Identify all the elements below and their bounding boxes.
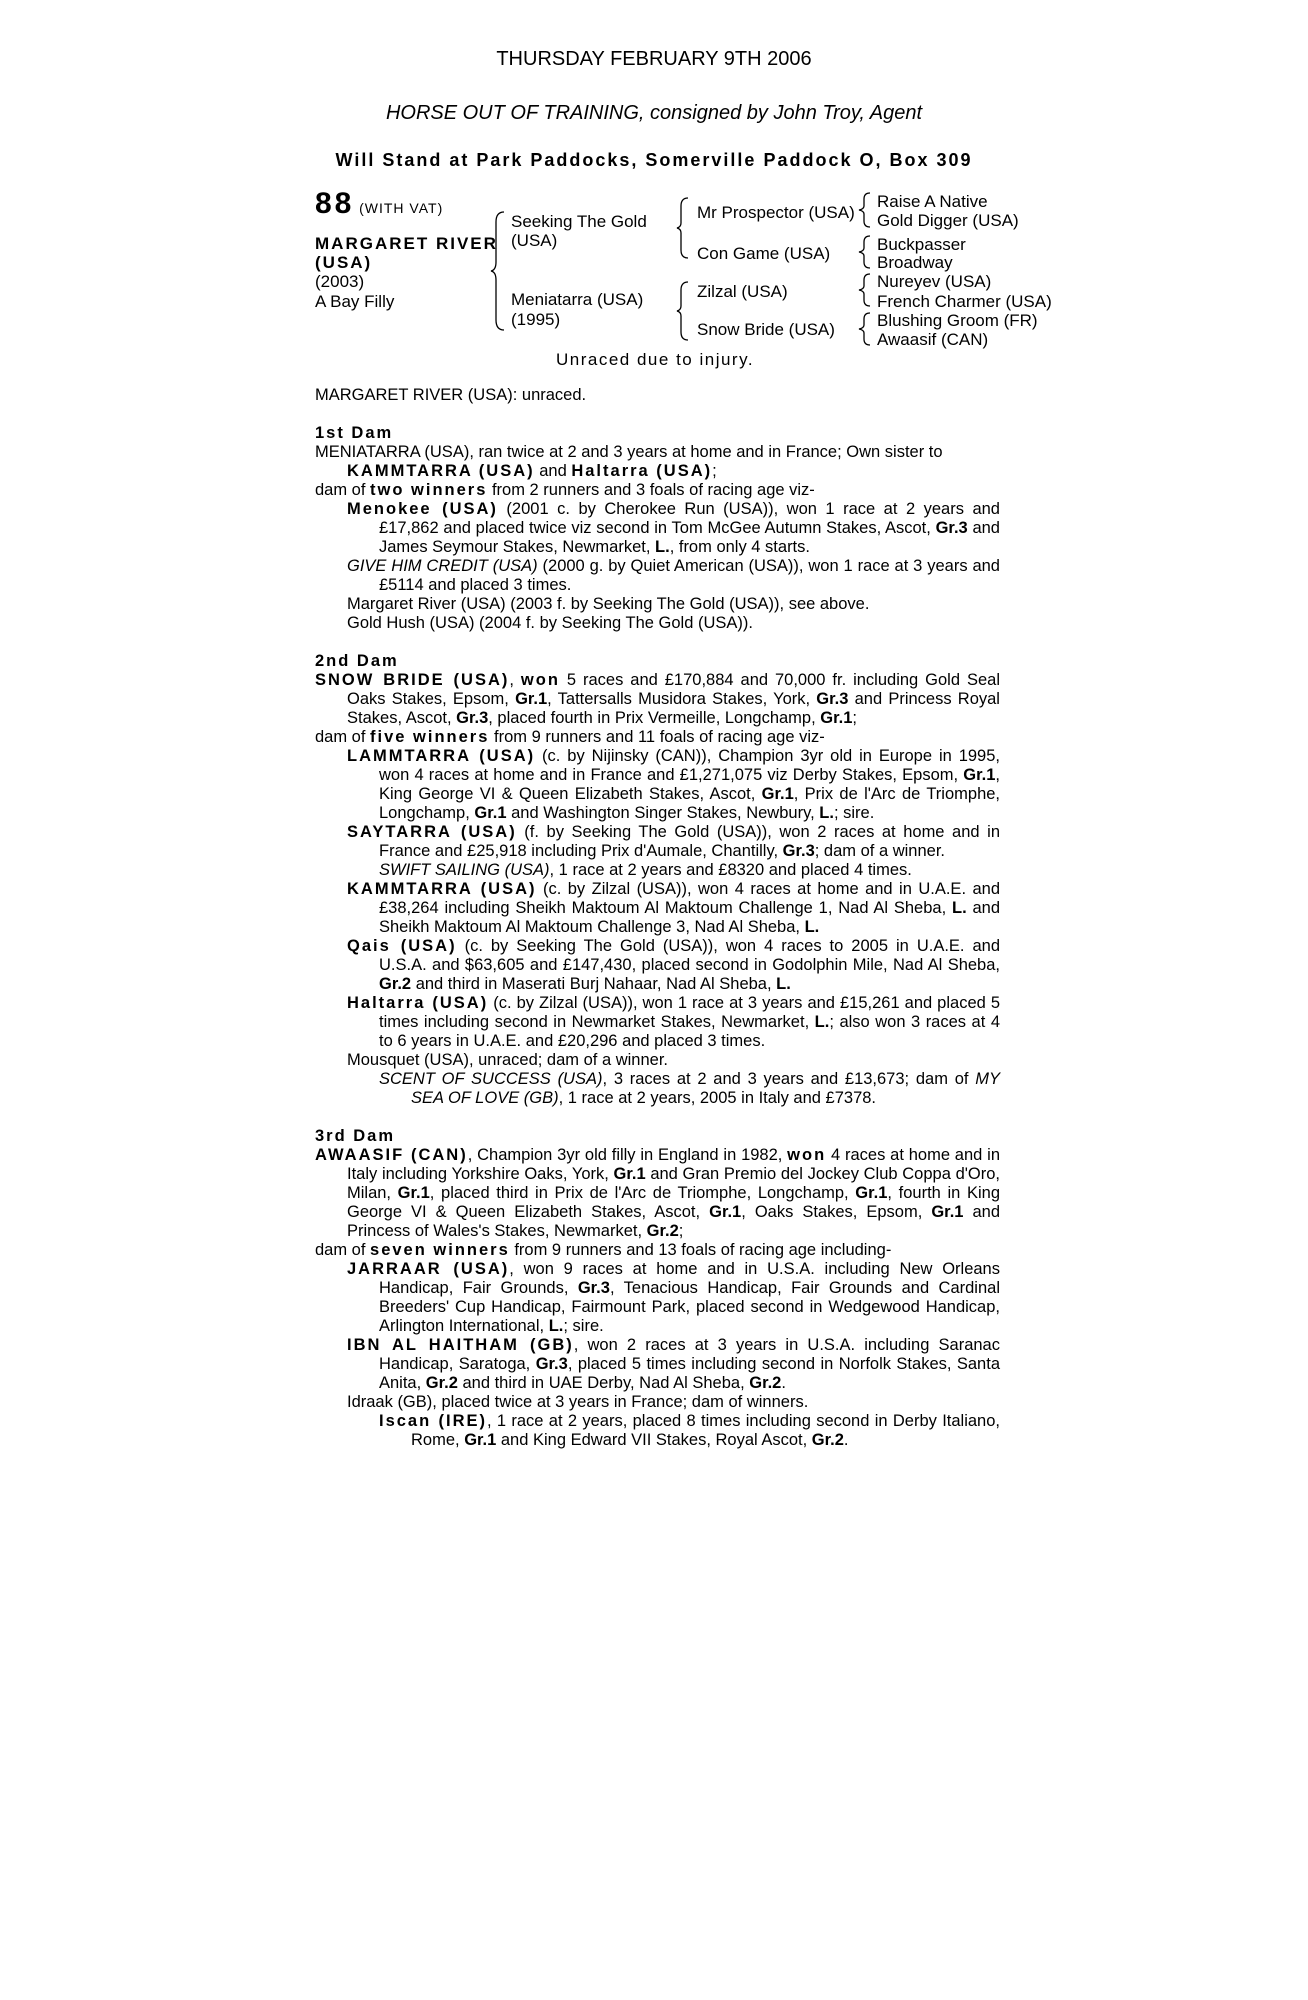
second-dam-intro: SNOW BRIDE (USA), won 5 races and £170,884 and 70,000 fr. including Gold Seal Oaks Stakes, Epsom, Gr.1, Tattersalls Musidora Stakes, York, Gr.3 and Princess Royal Stakes, Ascot, Gr.3, placed fourth in Prix Vermeille, Longchamp, Gr.1; — [315, 671, 1000, 727]
vat-note: (WITH VAT) — [359, 200, 444, 216]
stand-location: Will Stand at Park Paddocks, Somerville Paddock O, Box 309 — [335, 150, 973, 170]
pedigree-brace-main — [490, 210, 506, 332]
pedigree-dds: Blushing Groom (FR) — [877, 311, 1038, 330]
pedigree-ssd: Gold Digger (USA) — [877, 211, 1019, 230]
second-dam-progeny-2-sub: SWIFT SAILING (USA), 1 race at 2 years and £8320 and placed 4 times. — [379, 861, 912, 879]
second-dam-progeny-4: Qais (USA) (c. by Seeking The Gold (USA)), won 4 races to 2005 in U.A.E. and U.S.A. and $63,605 and £147,430, placed second in Godolphin Mile, Nad Al Sheba, Gr.2 and third in Maserati Burj Nahaar, Nad Al Sheba, L. — [347, 937, 1001, 993]
second-dam-progeny-3: KAMMTARRA (USA) (c. by Zilzal (USA)), won 4 races at home and in U.A.E. and £38,264 including Sheikh Maktoum Al Maktoum Challenge 1, Nad Al Sheba, L. and Sheikh Maktoum Al Maktoum Challenge 3, Nad Al Sheba, L. — [347, 880, 1001, 936]
horse-name: MARGARET RIVER — [315, 234, 498, 253]
lot-number: 88 — [315, 187, 355, 220]
third-dam-progeny-3-sub: Iscan (IRE), 1 race at 2 years, placed 8 times including second in Derby Italiano, Rome, Gr.1 and King Edward VII Stakes, Royal Ascot, Gr.2. — [379, 1412, 1000, 1449]
second-dam-progeny-2: SAYTARRA (USA) (f. by Seeking The Gold (USA)), won 2 races at home and in France and £25,918 including Prix d'Aumale, Chantilly, Gr.3; dam of a winner. — [347, 823, 1000, 860]
third-dam-dam-of: dam of seven winners from 9 runners and 13 foals of racing age including- — [315, 1241, 892, 1259]
pedigree-dam-sire: Zilzal (USA) — [697, 282, 788, 301]
pedigree-dam: Meniatarra (USA) — [511, 290, 644, 309]
lot-number-block — [315, 187, 444, 220]
sale-date: THURSDAY FEBRUARY 9TH 2006 — [496, 48, 812, 70]
catalogue-body — [315, 386, 1000, 1450]
first-dam-progeny-2: GIVE HIM CREDIT (USA) (2000 g. by Quiet American (USA)), won 1 race at 3 years and £5114 and placed 3 times. — [347, 557, 1000, 594]
pedigree-brace-sd — [858, 234, 872, 270]
first-dam-progeny-1: Menokee (USA) (2001 c. by Cherokee Run (USA)), won 1 race at 2 years and £17,862 and placed twice viz second in Tom McGee Autumn Stakes, Ascot, Gr.3 and James Seymour Stakes, Newmarket, L., from only 4 starts. — [347, 500, 1000, 556]
pedigree-sire-dam: Con Game (USA) — [697, 244, 831, 263]
first-dam-heading: 1st Dam — [315, 424, 394, 442]
consignment-line: HORSE OUT OF TRAINING, consigned by John Troy, Agent — [385, 102, 923, 124]
pedigree-sire-sire: Mr Prospector (USA) — [697, 203, 855, 222]
second-dam-dam-of: dam of five winners from 9 runners and 11 foals of racing age viz- — [315, 728, 825, 746]
third-dam-progeny-2: IBN AL HAITHAM (GB), won 2 races at 3 years in U.S.A. including Saranac Handicap, Saratoga, Gr.3, placed 5 times including second in Norfolk Stakes, Santa Anita, Gr.2 and third in UAE Derby, Nad Al Sheba, Gr.2. — [347, 1336, 1000, 1392]
second-dam-heading: 2nd Dam — [315, 652, 399, 670]
second-dam-progeny-1: LAMMTARRA (USA) (c. by Nijinsky (CAN)), Champion 3yr old in Europe in 1995, won 4 races at home and in France and £1,271,075 viz Derby Stakes, Epsom, Gr.1, King George VI & Queen Elizabeth Stakes, Ascot, Gr.1, Prix de l'Arc de Triomphe, Longchamp, Gr.1 and Washington Singer Stakes, Newbury, L.; sire. — [347, 747, 1001, 822]
pedigree-ddd: Awaasif (CAN) — [877, 330, 989, 349]
third-dam-progeny-3: Idraak (GB), placed twice at 3 years in France; dam of winners. — [347, 1393, 809, 1411]
pedigree-dam-year: (1995) — [511, 310, 561, 329]
third-dam-heading: 3rd Dam — [315, 1127, 396, 1145]
foaling-year: (2003) — [315, 272, 365, 291]
first-dam-dam-of: dam of two winners from 2 runners and 3 foals of racing age viz- — [315, 481, 815, 499]
first-dam-progeny-4: Gold Hush (USA) (2004 f. by Seeking The Gold (USA)). — [347, 614, 753, 632]
pedigree-sdd: Broadway — [877, 253, 953, 272]
first-dam-progeny-3: Margaret River (USA) (2003 f. by Seeking The Gold (USA)), see above. — [347, 595, 870, 613]
pedigree-brace-ds — [858, 272, 872, 308]
second-dam-progeny-6: Mousquet (USA), unraced; dam of a winner. — [347, 1051, 668, 1069]
horse-description: A Bay Filly — [315, 292, 395, 311]
pedigree-brace-sire — [676, 196, 690, 260]
pedigree-sire: Seeking The Gold — [511, 212, 647, 231]
pedigree-brace-dam — [676, 280, 690, 342]
pedigree-sds: Buckpasser — [877, 235, 966, 254]
pedigree-note: Unraced due to injury. — [556, 350, 755, 369]
second-dam-progeny-5: Haltarra (USA) (c. by Zilzal (USA)), won 1 race at 3 years and £15,261 and placed 5 times including second in Newmarket Stakes, Newmarket, L.; also won 3 races at 4 to 6 years in U.A.E. and £20,296 and placed 3 times. — [347, 994, 1000, 1050]
pedigree-sire-country: (USA) — [511, 231, 558, 250]
third-dam-intro: AWAASIF (CAN), Champion 3yr old filly in England in 1982, won 4 races at home and in Italy including Yorkshire Oaks, York, Gr.1 and Gran Premio del Jockey Club Coppa d'Oro, Milan, Gr.1, placed third in Prix de l'Arc de Triomphe, Longchamp, Gr.1, fourth in King George VI & Queen Elizabeth Stakes, Ascot, Gr.1, Oaks Stakes, Epsom, Gr.1 and Princess of Wales's Stakes, Newmarket, Gr.2; — [315, 1146, 1000, 1240]
horse-summary: MARGARET RIVER (USA): unraced. — [315, 386, 587, 404]
pedigree-brace-dd — [858, 311, 872, 347]
second-dam-progeny-6-sub: SCENT OF SUCCESS (USA), 3 races at 2 and 3 years and £13,673; dam of MY SEA OF LOVE (GB), 1 race at 2 years, 2005 in Italy and £7378. — [379, 1070, 1000, 1107]
pedigree-brace-ss — [858, 191, 872, 229]
horse-country: (USA) — [315, 253, 373, 272]
third-dam-progeny-1: JARRAAR (USA), won 9 races at home and in U.S.A. including New Orleans Handicap, Fair Grounds, Gr.3, Tenacious Handicap, Fair Grounds and Cardinal Breeders' Cup Handicap, Fairmount Park, placed second in Wedgewood Handicap, Arlington International, L.; sire. — [347, 1260, 1000, 1335]
pedigree-dsd: French Charmer (USA) — [877, 292, 1052, 311]
first-dam-intro: MENIATARRA (USA), ran twice at 2 and 3 years at home and in France; Own sister to KAMMTARRA (USA) and Haltarra (USA); — [315, 443, 943, 480]
pedigree-dss: Nureyev (USA) — [877, 272, 992, 291]
pedigree-dam-dam: Snow Bride (USA) — [697, 320, 835, 339]
pedigree-sss: Raise A Native — [877, 192, 988, 211]
